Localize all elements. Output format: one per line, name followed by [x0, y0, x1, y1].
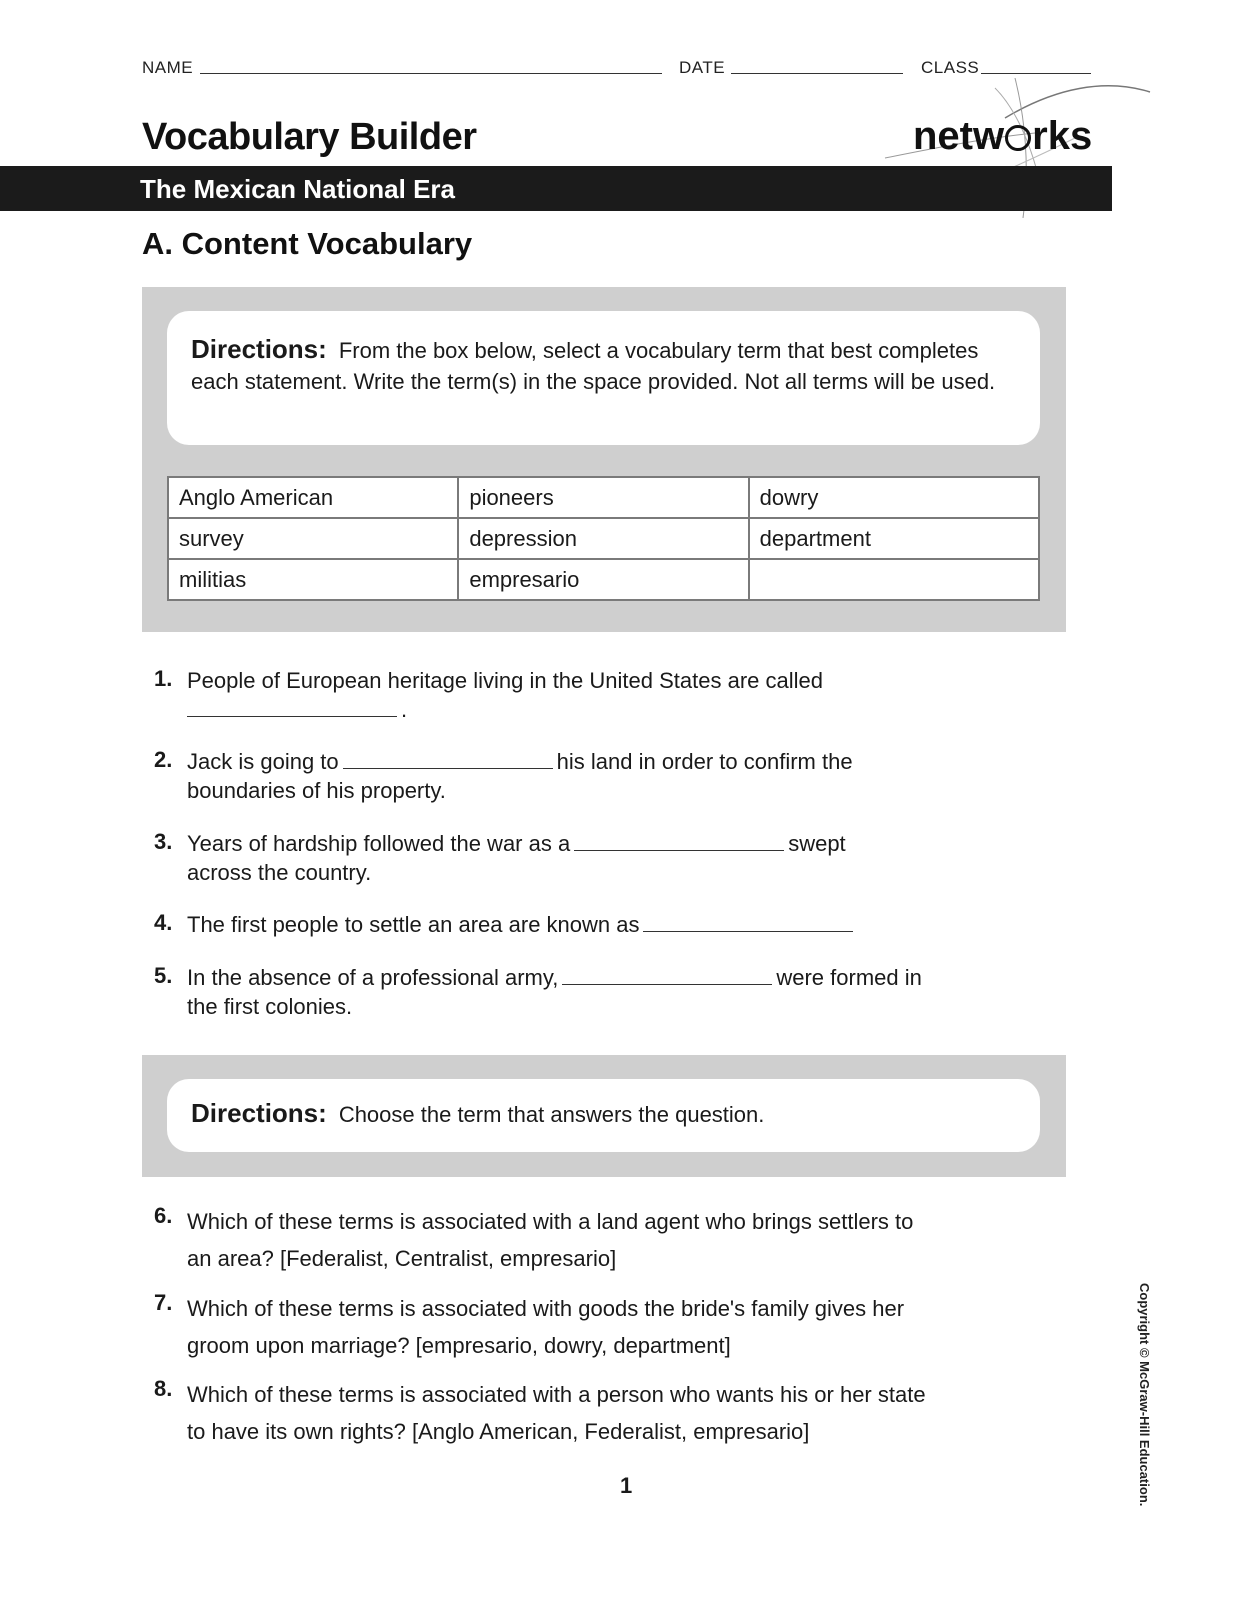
question-3: 3. Years of hardship followed the war as a swept across the country.: [154, 829, 846, 885]
section-heading: A. Content Vocabulary: [142, 226, 473, 261]
term-cell: pioneers: [458, 477, 748, 518]
answer-blank[interactable]: [574, 832, 784, 851]
directions-text: Directions: From the box below, select a vocabulary term that best completes each statement. Write the term(s) in the space provided. Not all terms will be used.: [191, 334, 996, 394]
globe-icon: [1005, 125, 1031, 151]
date-field[interactable]: [731, 73, 903, 74]
question-6: 6. Which of these terms is associated with a land agent who brings settlers to an area? [Federalist, Centralist, empresario]: [154, 1203, 914, 1271]
term-cell: department: [749, 518, 1039, 559]
page-number: 1: [620, 1473, 633, 1498]
answer-blank[interactable]: [643, 913, 853, 932]
question-1: 1. People of European heritage living in the United States are called .: [154, 666, 823, 722]
name-label: NAME: [142, 58, 194, 77]
class-label: CLASS: [921, 58, 980, 77]
networks-logo: netw rks: [913, 114, 1093, 158]
class-field[interactable]: [981, 73, 1091, 74]
question-7: 7. Which of these terms is associated with goods the bride's family gives her groom upon marriage? [empresario, dowry, department]: [154, 1290, 905, 1358]
answer-blank[interactable]: [343, 750, 553, 769]
question-8: 8. Which of these terms is associated with a person who wants his or her state to have its own rights? [Anglo American, Federalist, empresario]: [154, 1376, 926, 1444]
question-4: 4. The first people to settle an area are known as: [154, 910, 914, 939]
question-5: 5. In the absence of a professional army, were formed in the first colonies.: [154, 963, 922, 1019]
term-cell: dowry: [749, 477, 1039, 518]
table-row: [168, 518, 1039, 559]
term-cell: Anglo American: [168, 477, 458, 518]
term-cell: depression: [458, 518, 748, 559]
table-row: [168, 559, 1039, 600]
table-row: [168, 477, 1039, 518]
question-2: 2. Jack is going to his land in order to confirm the boundaries of his property.: [154, 747, 853, 803]
chapter-title: The Mexican National Era: [140, 174, 455, 204]
answer-blank[interactable]: [562, 966, 772, 985]
directions-text-2: Directions: Choose the term that answers the question.: [191, 1098, 765, 1128]
date-label: DATE: [679, 58, 726, 77]
term-cell: [749, 559, 1039, 600]
page-title: Vocabulary Builder: [142, 116, 477, 158]
answer-blank[interactable]: [187, 698, 397, 717]
name-field[interactable]: [200, 73, 662, 74]
term-cell: militias: [168, 559, 458, 600]
copyright-notice: Copyright © McGraw-Hill Education.: [1137, 1283, 1152, 1507]
term-cell: empresario: [458, 559, 748, 600]
vocabulary-table: [167, 476, 1040, 601]
term-cell: survey: [168, 518, 458, 559]
